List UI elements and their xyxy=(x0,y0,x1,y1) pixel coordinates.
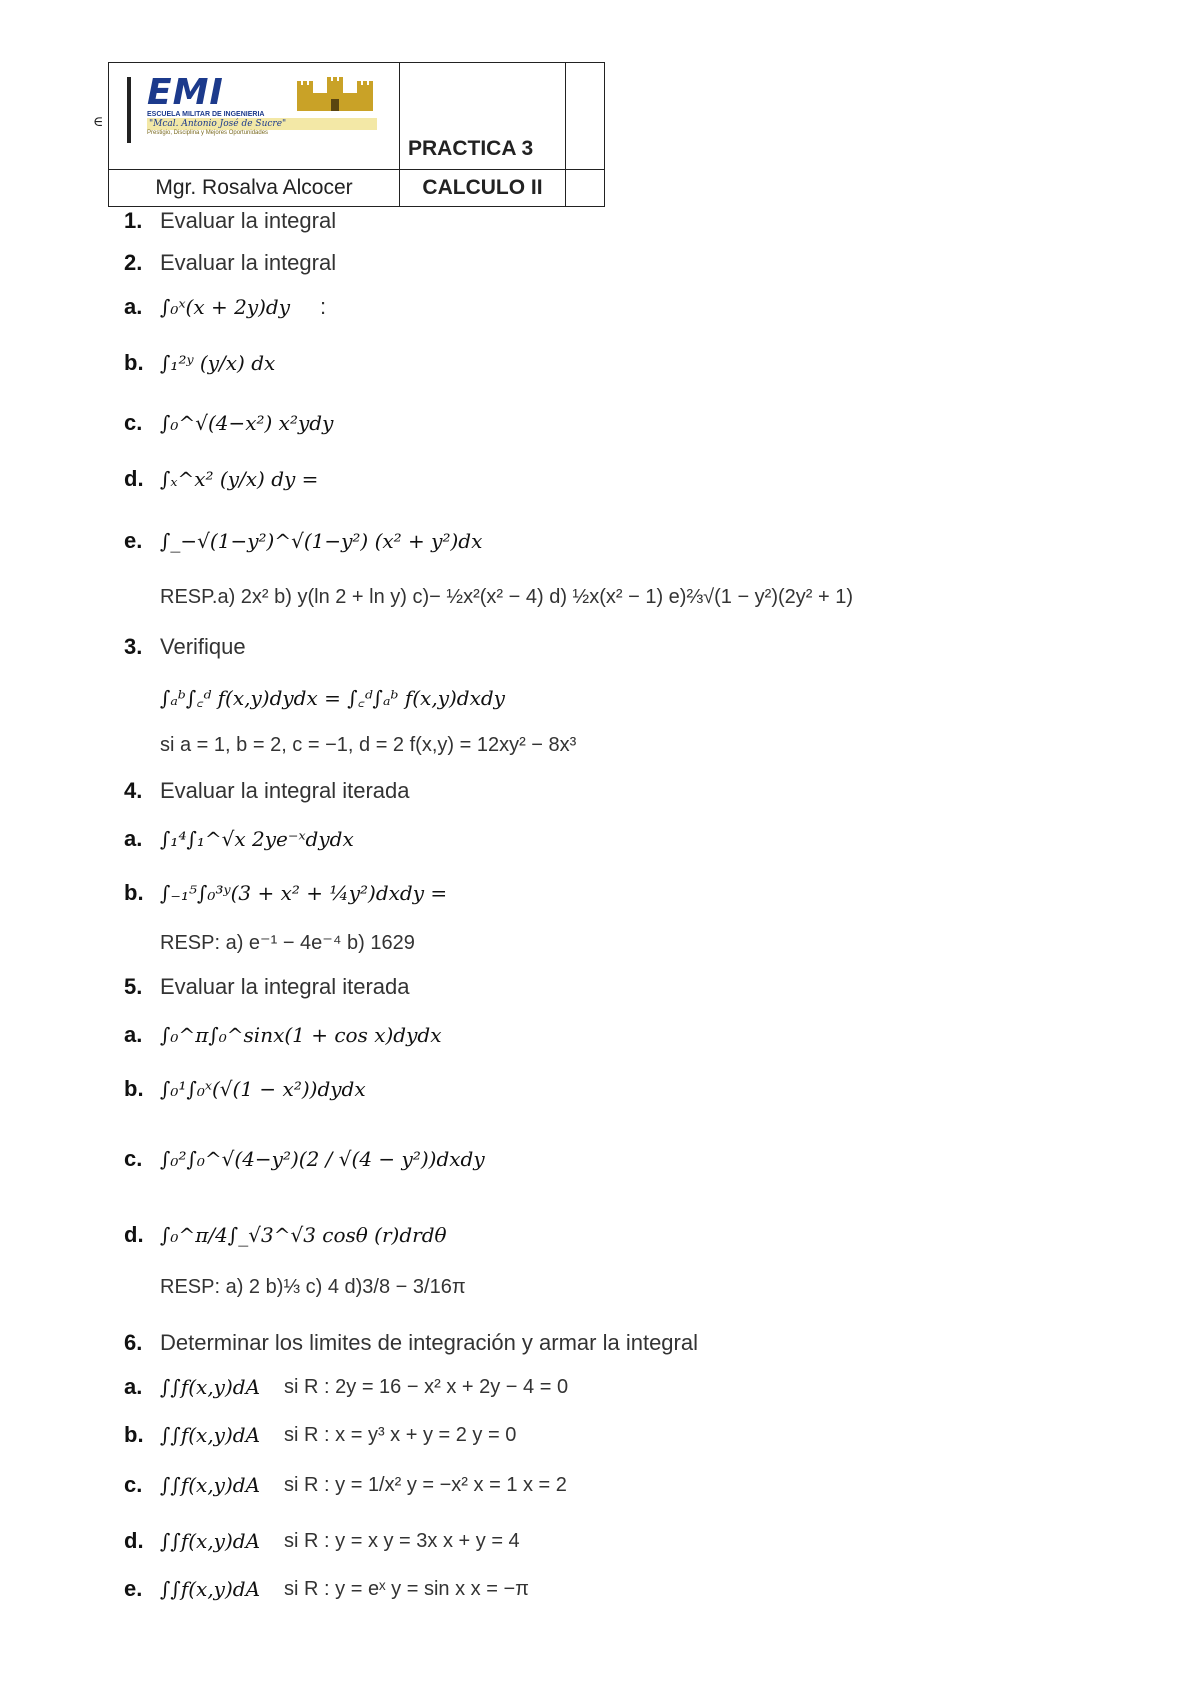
list-item: 5. Evaluar la integral iterada xyxy=(124,974,410,999)
list-item: d. ∫∫f(x,y)dA si R : y = x y = 3x x + y = 4 xyxy=(124,1528,520,1553)
list-item: d. ∫₀^π/4∫_√3^√3 cosθ (r)drdθ xyxy=(124,1222,447,1247)
list-item: c. ∫∫f(x,y)dA si R : y = 1/x² y = −x² x = 1 x = 2 xyxy=(124,1472,567,1497)
list-item: 4. Evaluar la integral iterada xyxy=(124,778,410,803)
list-item: c. ∫₀²∫₀^√(4−y²)(2 / √(4 − y²))dxdy xyxy=(124,1146,485,1171)
castle-icon xyxy=(295,77,375,111)
empty-cell xyxy=(566,170,605,207)
stray-mark: ∈ xyxy=(93,114,104,130)
logo-divider xyxy=(127,77,131,143)
course-name: CALCULO II xyxy=(400,170,566,207)
header-table xyxy=(108,62,605,207)
condition-line: si a = 1, b = 2, c = −1, d = 2 f(x,y) = 12xy² − 8x³ xyxy=(160,734,577,756)
list-item: e. ∫_−√(1−y²)^√(1−y²) (x² + y²)dx xyxy=(124,528,483,553)
list-item: 2. Evaluar la integral xyxy=(124,250,337,275)
list-item: a. ∫₀^π∫₀^sinx(1 + cos x)dydx xyxy=(124,1022,442,1047)
list-item: b. ∫₀¹∫₀ˣ(√(1 − x²))dydx xyxy=(124,1076,366,1101)
emi-logo: EMI ESCUELA MILITAR DE INGENIERIA "Mcal. Antonio José de Sucre" Prestigio, Disciplina y Mejores Oportunidades xyxy=(147,77,377,145)
list-item: a. ∫₀ˣ(x + 2y)dy : xyxy=(124,294,327,319)
practice-title: PRACTICA 3 xyxy=(400,63,566,170)
list-item: 1. Evaluar la integral xyxy=(124,208,337,233)
list-item: b. ∫∫f(x,y)dA si R : x = y³ x + y = 2 y = 0 xyxy=(124,1422,517,1447)
list-item: b. ∫₋₁⁵∫₀³ʸ(3 + x² + ¼y²)dxdy = xyxy=(124,880,448,905)
answer-line: RESP.a) 2x² b) y(ln 2 + ln y) c)− ½x²(x² − 4) d) ½x(x² − 1) e)⅔√(1 − y²)(2y² + 1) xyxy=(160,586,854,608)
list-item: 6. Determinar los limites de integración y armar la integral xyxy=(124,1330,698,1355)
empty-cell xyxy=(566,63,605,170)
answer-line: RESP: a) e⁻¹ − 4e⁻⁴ b) 1629 xyxy=(160,932,415,954)
list-item: e. ∫∫f(x,y)dA si R : y = eˣ y = sin x x = −π xyxy=(124,1576,529,1601)
list-item: 3. Verifique xyxy=(124,634,246,659)
formula-line: ∫ₐᵇ∫꜀ᵈ f(x,y)dydx = ∫꜀ᵈ∫ₐᵇ f(x,y)dxdy xyxy=(160,686,505,710)
list-item: a. ∫∫f(x,y)dA si R : 2y = 16 − x² x + 2y − 4 = 0 xyxy=(124,1374,569,1399)
logo-cell xyxy=(109,63,400,170)
list-item: b. ∫₁²ʸ (y/x) dx xyxy=(124,350,276,375)
answer-line: RESP: a) 2 b)⅓ c) 4 d)3/8 − 3/16π xyxy=(160,1276,466,1298)
list-item: c. ∫₀^√(4−x²) x²ydy xyxy=(124,410,334,435)
teacher-name: Mgr. Rosalva Alcocer xyxy=(109,170,400,207)
list-item: d. ∫ₓ^x² (y/x) dy = xyxy=(124,466,319,491)
list-item: a. ∫₁⁴∫₁^√x 2ye⁻ˣdydx xyxy=(124,826,354,851)
